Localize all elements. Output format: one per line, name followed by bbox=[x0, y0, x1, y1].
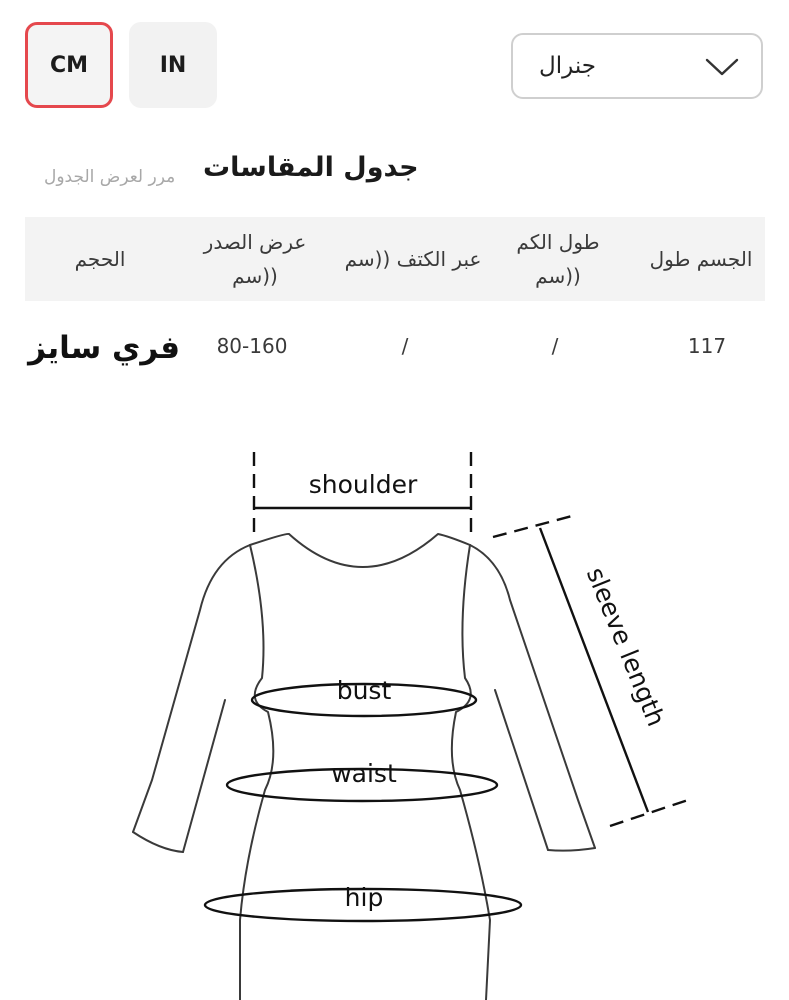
region-select[interactable] bbox=[511, 33, 763, 99]
unit-in-button[interactable]: IN bbox=[129, 22, 217, 108]
cell-shoulder: / bbox=[401, 334, 409, 358]
column-header-bust: عرض الصدر ((سم bbox=[203, 230, 307, 288]
region-select-value: جنرال bbox=[539, 53, 596, 79]
cell-sleeve-length: / bbox=[551, 334, 559, 358]
waist-label: waist bbox=[331, 759, 397, 788]
column-header-sleeve-length: طول الكم ((سم bbox=[516, 230, 600, 288]
chevron-down-icon bbox=[705, 57, 739, 77]
hip-label: hip bbox=[344, 883, 384, 912]
cell-bust: 80-160 bbox=[216, 334, 288, 358]
cell-size: فري سايز bbox=[28, 330, 180, 366]
shoulder-label: shoulder bbox=[308, 470, 418, 499]
measurement-diagram bbox=[0, 430, 789, 1000]
unit-cm-button[interactable]: CM bbox=[25, 22, 113, 108]
column-header-shoulder: عبر الكتف ((سم bbox=[344, 247, 482, 271]
size-chart-title: جدول المقاسات bbox=[203, 152, 419, 183]
cell-body-length: 117 bbox=[687, 334, 727, 358]
sleeve-length-measure bbox=[493, 516, 688, 826]
column-header-size: الحجم bbox=[74, 247, 126, 271]
scroll-hint: مرر لعرض الجدول bbox=[44, 167, 176, 187]
size-table-header bbox=[25, 217, 765, 301]
column-header-body-length: الجسم طول bbox=[649, 247, 753, 271]
sleeve-length-label: sleeve length bbox=[580, 563, 671, 731]
bust-label: bust bbox=[336, 676, 392, 705]
